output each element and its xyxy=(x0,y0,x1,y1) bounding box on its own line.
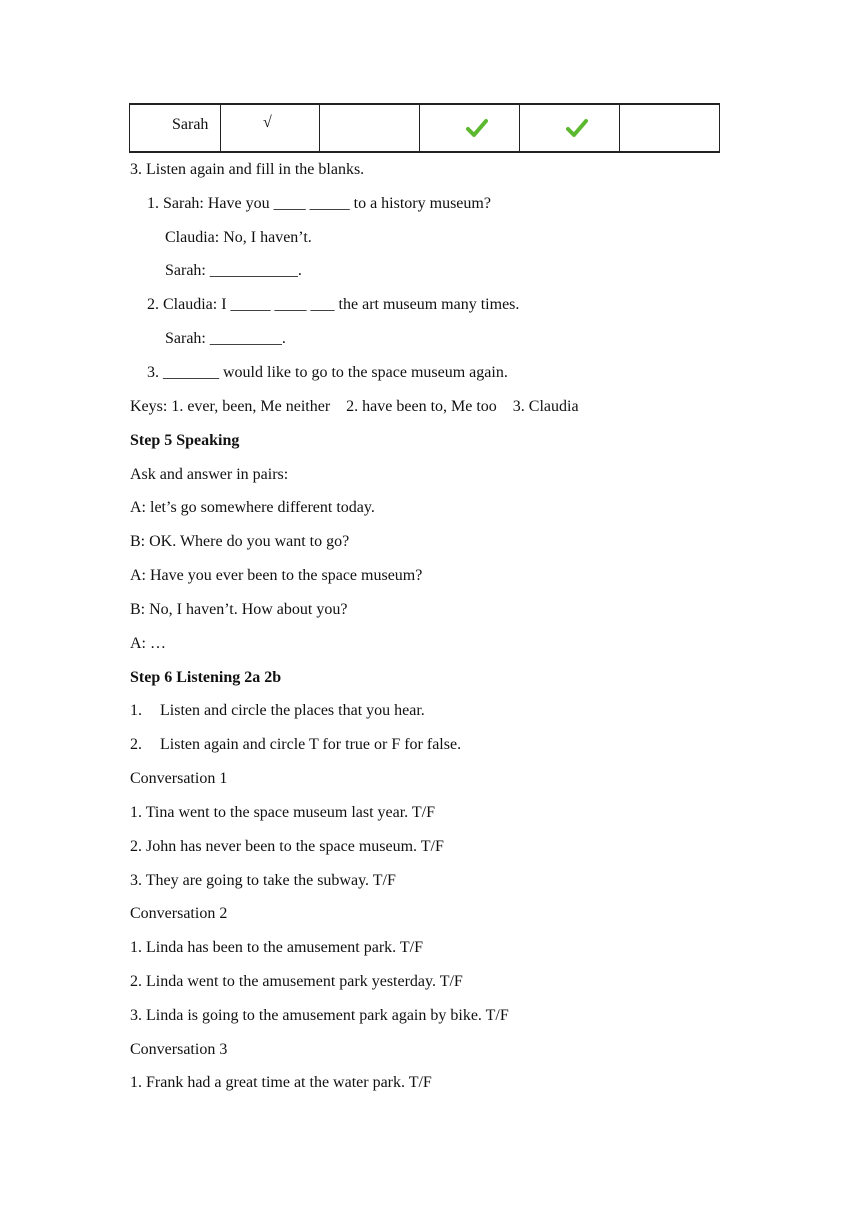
statement: 1. Frank had a great time at the water park. T/F xyxy=(130,1074,432,1091)
subheading: Conversation 1 xyxy=(130,770,228,787)
dialogue-line: Sarah: _________. xyxy=(165,330,286,347)
dialogue-line: 3. _______ would like to go to the space museum again. xyxy=(147,364,508,381)
subheading: Conversation 2 xyxy=(130,905,228,922)
dialogue-line: A: Have you ever been to the space museum? xyxy=(130,567,423,584)
green-check-icon xyxy=(566,118,588,138)
dialogue-line: B: OK. Where do you want to go? xyxy=(130,533,350,550)
list-number: 2. xyxy=(130,736,142,753)
dialogue-line: A: … xyxy=(130,635,166,652)
green-check-icon xyxy=(466,118,488,138)
section-heading: Step 5 Speaking xyxy=(130,432,240,449)
dialogue-line: 2. Claudia: I _____ ____ ___ the art museum many times. xyxy=(147,296,520,313)
check-mark-text: √ xyxy=(263,114,272,131)
table-row xyxy=(130,104,720,152)
list-item: Listen and circle the places that you hear. xyxy=(160,702,425,719)
instruction-fill-blanks: 3. Listen again and fill in the blanks. xyxy=(130,161,365,178)
paragraph: Ask and answer in pairs: xyxy=(130,466,289,483)
table-cell-5 xyxy=(620,104,720,152)
dialogue-line: 1. Sarah: Have you ____ _____ to a history museum? xyxy=(147,195,491,212)
row-name: Sarah xyxy=(172,116,209,133)
section-heading: Step 6 Listening 2a 2b xyxy=(130,669,282,686)
statement: 3. Linda is going to the amusement park again by bike. T/F xyxy=(130,1007,509,1024)
table-cell-3 xyxy=(420,104,520,152)
list-number: 1. xyxy=(130,702,142,719)
statement: 2. John has never been to the space museum. T/F xyxy=(130,838,444,855)
statement: 3. They are going to take the subway. T/F xyxy=(130,872,396,889)
table-cell-4 xyxy=(520,104,620,152)
table-cell-2 xyxy=(320,104,420,152)
dialogue-line: B: No, I haven’t. How about you? xyxy=(130,601,348,618)
statement: 1. Linda has been to the amusement park. T/F xyxy=(130,939,423,956)
table-cell-1 xyxy=(221,104,320,152)
statement: 2. Linda went to the amusement park yesterday. T/F xyxy=(130,973,463,990)
list-item: Listen again and circle T for true or F for false. xyxy=(160,736,462,753)
table-cell-name xyxy=(130,104,221,152)
answer-table xyxy=(129,103,720,153)
statement: 1. Tina went to the space museum last year. T/F xyxy=(130,804,436,821)
dialogue-line: Sarah: ___________. xyxy=(165,262,302,279)
dialogue-line: Claudia: No, I haven’t. xyxy=(165,229,312,246)
subheading: Conversation 3 xyxy=(130,1041,228,1058)
dialogue-line: A: let’s go somewhere different today. xyxy=(130,499,375,516)
answer-keys: Keys: 1. ever, been, Me neither 2. have been to, Me too 3. Claudia xyxy=(130,398,579,415)
